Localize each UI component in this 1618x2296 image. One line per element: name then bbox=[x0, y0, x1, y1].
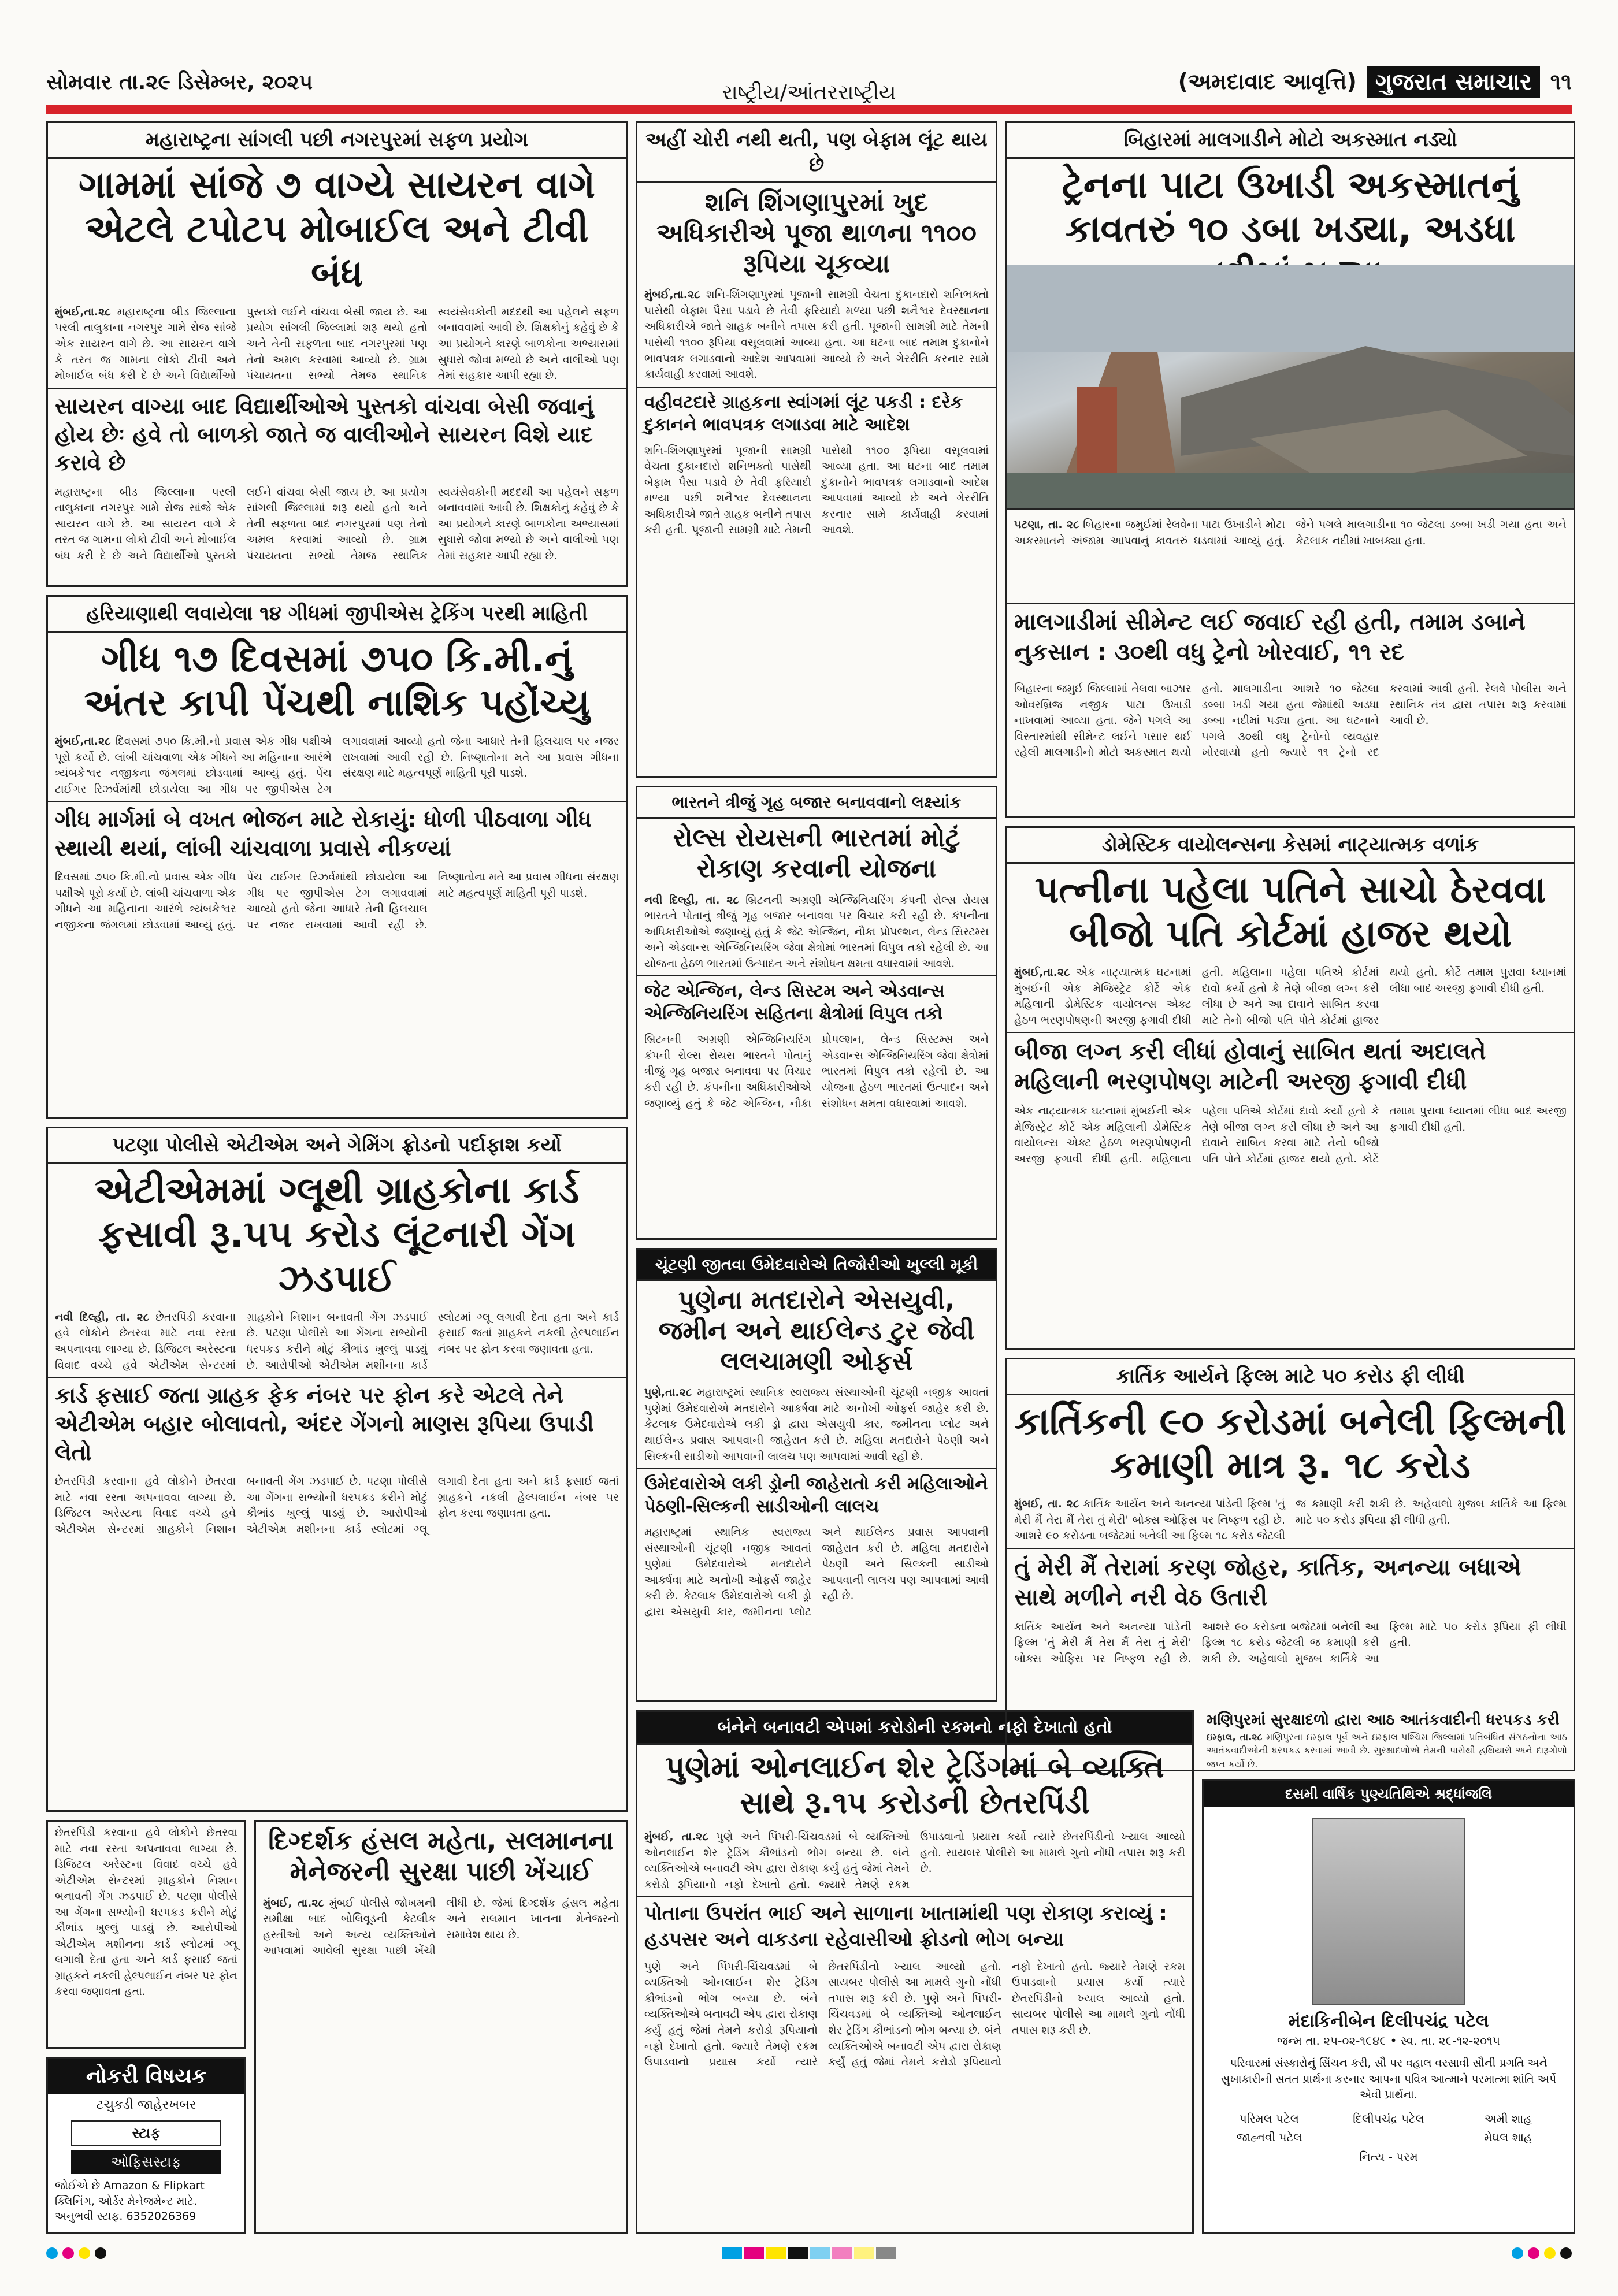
dateline: મુંબઈ,તા.૨૮ bbox=[55, 305, 111, 318]
memorial-signoff: નિત્ય - પરમ bbox=[1359, 2149, 1418, 2164]
dateline: મુંબઈ,તા.૨૮ bbox=[1014, 966, 1070, 979]
story-text: બ્રિટનની અગ્રણી એન્જિનિયરિંગ કંપની રોલ્સ રોયસ ભારતને પોતાનું ત્રીજું ગૃહ બજાર બનાવવા પર વિચાર કરી રહી છે. કંપનીના અધિકારીઓએ જણાવ્યું હતું કે જેટ એન્જિન, નૌકા પ્રોપલ્શન, લેન્ડ સિસ્ટમ્સ અને એડવાન્સ એન્જિનિયરિંગ જેવા ક્ષેત્રોમાં ભારતમાં વિપુલ તકો રહેલી છે. આ યોજના હેઠળ ભારતમાં ઉત્પાદન અને સંશોધન ક્ષમતા વધારવામાં આવશે. bbox=[644, 893, 989, 970]
story-body-continued bbox=[48, 1470, 626, 1541]
family-member: દિલીપચંદ્ર પટેલ bbox=[1353, 2111, 1424, 2126]
story-vulture bbox=[46, 595, 628, 1119]
story-text: પુણે અને પિંપરી-ચિંચવડમાં બે વ્યક્તિઓ ઓનલાઈન શેર ટ્રેડિંગ કૌભાંડનો ભોગ બન્યા છે. બંને વ્યક્તિઓએ બનાવટી એપ દ્વારા રોકાણ કર્યું હતું જેમાં તેમને કરોડો રૂપિયાનો નફો દેખાતો હતો. જ્યારે તેમણે રકમ ઉપાડવાનો પ્રયાસ કર્યો ત્યારે છેતરપિંડીનો ખ્યાલ આવ્યો હતો. સાયબર પોલીસે આ મામલે ગુનો નોંધી તપાસ શરૂ કરી છે. bbox=[644, 1960, 1001, 2069]
newspaper-logo: ગુજરાત સમાચાર bbox=[1367, 66, 1540, 98]
print-registration-marks bbox=[46, 2242, 1572, 2265]
story-headline: પત્નીના પહેલા પતિને સાચો ઠેરવવા બીજો પતિ કોર્ટમાં હાજર થયો bbox=[1034, 868, 1546, 956]
story-text: પુણે અને પિંપરી-ચિંચવડમાં બે વ્યક્તિઓ ઓનલાઈન શેર ટ્રેડિંગ કૌભાંડનો ભોગ બન્યા છે. બંને વ્યક્તિઓએ બનાવટી એપ દ્વારા રોકાણ કર્યું હતું જેમાં તેમને કરોડો રૂપિયાનો નફો દેખાતો હતો. જ્યારે તેમણે રકમ ઉપાડવાનો પ્રયાસ કર્યો ત્યારે છેતરપિંડીનો ખ્યાલ આવ્યો હતો. સાયબર પોલીસે આ મામલે ગુનો નોંધી તપાસ શરૂ કરી છે. bbox=[828, 1960, 1185, 2069]
story-atm bbox=[46, 1127, 628, 1812]
dateline: નવી દિલ્હી, તા. ૨૮ bbox=[644, 893, 739, 906]
story-body bbox=[1007, 961, 1574, 1032]
story-body bbox=[637, 1381, 996, 1468]
story-body-continued bbox=[637, 440, 996, 542]
story-body bbox=[1202, 1730, 1572, 1771]
story-rollsroyce bbox=[636, 786, 997, 1240]
memorial-dates: જન્મ તા. ૨૫-૦૨-૧૯૪૯ • સ્વ. તા. ૨૯-૧૨-૨૦૧૫ bbox=[1276, 2034, 1500, 2048]
story-kicker: પટણા પોલીસે એટીએમ અને ગેમિંગ ફ્રોડનો પર્દાફાશ કર્યો bbox=[48, 1128, 626, 1164]
color-dots-left bbox=[46, 2247, 106, 2259]
story-subhead: ઉમેદવારોએ લકી ડ્રોની જાહેરાતો કરી મહિલાઓને પેઠણી-સિલ્કની સાડીઓની લાલચ bbox=[637, 1468, 996, 1521]
story-body-continued bbox=[1007, 1100, 1574, 1171]
family-member: પરિમલ પટેલ bbox=[1239, 2111, 1299, 2126]
dateline: પુણે,તા.૨૮ bbox=[644, 1386, 692, 1399]
story-text: બિહારના જમુઈ જિલ્લામાં તેલવા બાઝાર ઓવરબ્રિજ નજીક પાટા ઉખાડી નાખવામાં આવ્યા હતા. જેને પગલે આ વિસ્તારમાંથી સીમેન્ટ લઈને પસાર થઈ રહેલી માલગાડીનો મોટો અકસ્માત થયો હતો. માલગાડીના આશરે ૧૦ જેટલા ડબ્બા ખડી ગયા હતા જેમાંથી અડધા ડબ્બા નદીમાં પડ્યા હતા. આ ઘટનાને પગલે ૩૦થી વધુ ટ્રેનોનો વ્યવહાર ખોરવાયો હતો જ્યારે ૧૧ ટ્રેનો રદ કરવામાં આવી હતી. રેલવે પોલીસ અને સ્થાનિક તંત્ર દ્વારા તપાસ શરૂ કરવામાં આવી છે. bbox=[1014, 682, 1567, 759]
story-headline: પુણેના મતદારોને એસયુવી, જમીન અને થાઈલેન્ડ ટુર જેવી લલચામણી ઓફર્સ bbox=[658, 1286, 975, 1376]
ad-title: નોકરી વિષયક bbox=[48, 2059, 244, 2094]
story-body-continued bbox=[637, 1028, 996, 1115]
story-body-continued bbox=[637, 1956, 1192, 2074]
story-text: મહારાષ્ટ્રમાં સ્થાનિક સ્વરાજ્ય સંસ્થાઓની ચૂંટણી નજીક આવતાં પુણેમાં ઉમેદવારોએ મતદારોને આકર્ષવા માટે અનોખી ઓફર્સ જાહેર કરી છે. કેટલાક ઉમેદવારોએ લકી ડ્રો દ્વારા એસયુવી કાર, જમીનના પ્લોટ અને થાઈલેન્ડ પ્રવાસ આપવાની જાહેરાત કરી છે. મહિલા મતદારોને પેઠણી અને સિલ્કની સાડીઓ આપવાની લાલચ પણ આપવામાં આવી રહી છે. bbox=[644, 1526, 989, 1618]
story-body bbox=[637, 889, 996, 976]
story-subhead: માલગાડીમાં સીમેન્ટ લઈ જવાઈ રહી હતી, તમામ ડબાને નુકસાન : ૩૦થી વધુ ટ્રેનો ખોરવાઈ, ૧૧ રદ bbox=[1007, 603, 1574, 671]
story-atm-continued bbox=[46, 1820, 246, 2049]
story-kicker: મહારાષ્ટ્રના સાંગલી પછી નગરપુરમાં સફળ પ્રયોગ bbox=[48, 123, 626, 159]
story-text: મહારાષ્ટ્રના બીડ જિલ્લાના પરલી તાલુકાના નગરપુર ગામે રોજ સાંજે એક સાયરન વાગે છે. આ સાયરન વાગે કે તરત જ ગામના લોકો ટીવી અને મોબાઈલ બંધ કરી દે છે અને વિદ્યાર્થીઓ પુસ્તકો લઈને વાંચવા બેસી જાય છે. આ પ્રયોગ સાંગલી જિલ્લામાં શરૂ થયો હતો અને તેની સફળતા બાદ નગરપુરમાં પણ તેનો અમલ કરવામાં આવ્યો છે. ગ્રામ પંચાયતના સભ્યો તેમજ સ્થાનિક સ્વયંસેવકોની મદદથી આ પહેલને સફળ બનાવવામાં આવી છે. શિક્ષકોનું કહેવું છે કે આ પ્રયોગને કારણે બાળકોના અભ્યાસમાં સુધારો જોવા મળ્યો છે અને વાલીઓ પણ તેમાં સહકાર આપી રહ્યા છે. bbox=[55, 305, 619, 382]
story-text: મહારાષ્ટ્રમાં સ્થાનિક સ્વરાજ્ય સંસ્થાઓની ચૂંટણી નજીક આવતાં પુણેમાં ઉમેદવારોએ મતદારોને આકર્ષવા માટે અનોખી ઓફર્સ જાહેર કરી છે. કેટલાક ઉમેદવારોએ લકી ડ્રો દ્વારા એસયુવી કાર, જમીનના પ્લોટ અને થાઈલેન્ડ પ્રવાસ આપવાની જાહેરાત કરી છે. મહિલા મતદારોને પેઠણી અને સિલ્કની સાડીઓ આપવાની લાલચ પણ આપવામાં આવી રહી છે. bbox=[644, 1386, 989, 1463]
story-body-continued bbox=[48, 481, 626, 568]
memorial-portrait bbox=[1312, 1818, 1465, 2005]
story-text: એક નાટ્યાત્મક ઘટનામાં મુંબઈની એક મેજિસ્ટ્રેટ કોર્ટે એક મહિલાની ડોમેસ્ટિક વાયોલન્સ એક્ટ હેઠળ ભરણપોષણની અરજી ફગાવી દીધી હતી. મહિલાના પહેલા પતિએ કોર્ટમાં દાવો કર્યો હતો કે તેણે બીજા લગ્ન કરી લીધા છે અને આ દાવાને સાબિત કરવા માટે તેનો બીજો પતિ પોતે કોર્ટમાં હાજર થયો હતો. કોર્ટે તમામ પુરાવા ધ્યાનમાં લીધા બાદ અરજી ફગાવી દીધી હતી. bbox=[1014, 1105, 1567, 1165]
story-kicker: કાર્તિક આર્યને ફિલ્મ માટે ૫૦ કરોડ ફી લીધી bbox=[1007, 1359, 1574, 1395]
dateline: મુંબઈ, તા.૨૮ bbox=[263, 1896, 324, 1909]
story-text: છેતરપિંડી કરવાના હવે લોકોને છેતરવા માટે નવા રસ્તા અપનાવવા લાગ્યા છે. ડિજિટલ અરેસ્ટના વિવાદ વચ્ચે હવે એટીએમ સેન્ટરમાં ગ્રાહકોને નિશાન બનાવતી ગેંગ ઝડપાઈ છે. પટણા પોલીસે આ ગેંગના સભ્યોની ધરપકડ કરીને મોટું કૌભાંડ ખુલ્લું પાડ્યું છે. આરોપીઓ એટીએમ મશીનના કાર્ડ સ્લોટમાં ગ્લૂ લગાવી દેતા હતા અને કાર્ડ ફસાઈ જતાં ગ્રાહકને નકલી હેલ્પલાઈન નંબર પર ફોન કરવા જણાવતા હતા. bbox=[55, 1475, 619, 1536]
story-manipur bbox=[1202, 1710, 1572, 1768]
ad-category: સ્ટાફ bbox=[71, 2120, 221, 2146]
story-kicker: ભારતને ત્રીજું ગૃહ બજાર બનાવવાનો લક્ષ્યાંક bbox=[637, 787, 996, 819]
story-body bbox=[637, 1826, 1192, 1896]
story-headline: કાર્તિકની ૯૦ કરોડમાં બનેલી ફિલ્મની કમાણી માત્ર રૂ. ૧૮ કરોડ bbox=[1014, 1400, 1567, 1488]
story-subhead: વહીવટદારે ગ્રાહકના સ્વાંગમાં લૂંટ પકડી : દરેક દુકાનને ભાવપત્રક લગાડવા માટે આદેશ bbox=[637, 387, 996, 440]
memorial-notice bbox=[1202, 1779, 1575, 2234]
masthead bbox=[46, 58, 1572, 104]
story-kicker: ડોમેસ્ટિક વાયોલન્સના કેસમાં નાટ્યાત્મક વળાંક bbox=[1007, 828, 1574, 864]
story-body-continued bbox=[637, 1521, 996, 1623]
family-member: મેઘલ શાહ bbox=[1484, 2130, 1532, 2144]
story-text: કાર્તિક આર્યન અને અનન્યા પાંડેની ફિલ્મ 'તું મેરી મૈં તેરા મૈં તેરા તું મેરી' બોક્સ ઓફિસ પર નિષ્ફળ રહી છે. આશરે ૯૦ કરોડના બજેટમાં બનેલી આ ફિલ્મ ૧૮ કરોડ જેટલી જ કમાણી કરી શકી છે. અહેવાલો મુજબ કાર્તિકે આ ફિલ્મ માટે ૫૦ કરોડ રૂપિયા ફી લીધી હતી. bbox=[1014, 1620, 1567, 1665]
story-body bbox=[48, 301, 626, 388]
story-text: એક નાટ્યાત્મક ઘટનામાં મુંબઈની એક મેજિસ્ટ્રેટ કોર્ટે એક મહિલાની ડોમેસ્ટિક વાયોલન્સ એક્ટ હેઠળ ભરણપોષણની અરજી ફગાવી દીધી હતી. મહિલાના પહેલા પતિએ કોર્ટમાં દાવો કર્યો હતો કે તેણે બીજા લગ્ન કરી લીધા છે અને આ દાવાને સાબિત કરવા માટે તેનો બીજો પતિ પોતે કોર્ટમાં હાજર થયો હતો. કોર્ટે તમામ પુરાવા ધ્યાનમાં લીધા બાદ અરજી ફગાવી દીધી હતી. bbox=[1014, 966, 1567, 1027]
story-pune-election bbox=[636, 1248, 997, 1702]
story-domestic-violence bbox=[1005, 826, 1575, 1350]
story-text: છેતરપિંડી કરવાના હવે લોકોને છેતરવા માટે નવા રસ્તા અપનાવવા લાગ્યા છે. ડિજિટલ અરેસ્ટના વિવાદ વચ્ચે હવે એટીએમ સેન્ટરમાં ગ્રાહકોને નિશાન બનાવતી ગેંગ ઝડપાઈ છે. પટણા પોલીસે આ ગેંગના સભ્યોની ધરપકડ કરીને મોટું કૌભાંડ ખુલ્લું પાડ્યું છે. આરોપીઓ એટીએમ મશીનના કાર્ડ સ્લોટમાં ગ્લૂ લગાવી દેતા હતા અને કાર્ડ ફસાઈ જતાં ગ્રાહકને નકલી હેલ્પલાઈન નંબર પર ફોન કરવા જણાવતા હતા. bbox=[55, 1310, 619, 1372]
story-headline: મણિપુરમાં સુરક્ષાદળો દ્વારા આઠ આતંકવાદીની ધરપકડ કરી bbox=[1207, 1711, 1560, 1729]
dateline: મુંબઈ,તા.૨૮ bbox=[55, 735, 111, 748]
page-number: ૧૧ bbox=[1550, 69, 1572, 94]
dateline: મુંબઈ, તા. ૨૮ bbox=[1014, 1498, 1079, 1511]
story-text: છેતરપિંડી કરવાના હવે લોકોને છેતરવા માટે નવા રસ્તા અપનાવવા લાગ્યા છે. ડિજિટલ અરેસ્ટના વિવાદ વચ્ચે હવે એટીએમ સેન્ટરમાં ગ્રાહકોને નિશાન બનાવતી ગેંગ ઝડપાઈ છે. પટણા પોલીસે આ ગેંગના સભ્યોની ધરપકડ કરીને મોટું કૌભાંડ ખુલ્લું પાડ્યું છે. આરોપીઓ એટીએમ મશીનના કાર્ડ સ્લોટમાં ગ્લૂ લગાવી દેતા હતા અને કાર્ડ ફસાઈ જતાં ગ્રાહકને નકલી હેલ્પલાઈન નંબર પર ફોન કરવા જણાવતા હતા. bbox=[55, 1826, 237, 1998]
story-text: શનિ-શિંગણાપુરમાં પૂજાની સામગ્રી વેચતા દુકાનદારો શનિભક્તો પાસેથી બેફામ પૈસા પડાવે છે તેવી ફરિયાદો મળ્યા પછી શનૈશ્વર દેવસ્થાનના અધિકારીએ જાતે ગ્રાહક બનીને તપાસ કરી હતી. પૂજાની સામગ્રી માટે તેમની પાસેથી ૧૧૦૦ રૂપિયા વસૂલવામાં આવ્યા હતા. આ ઘટના બાદ તમામ દુકાનોને ભાવપત્રક લગાડવાનો આદેશ આપવામાં આવ્યો છે અને ગેરરીતિ કરનાર સામે કાર્યવાહી કરવામાં આવશે. bbox=[644, 288, 989, 381]
ad-subcategory: ઓફિસસ્ટાફ bbox=[71, 2150, 221, 2174]
story-headline: પુણેમાં ઓનલાઈન શેર ટ્રેડિંગમાં બે વ્યક્તિ સાથે રૂ.૧૫ કરોડની છેતરપિંડી bbox=[665, 1749, 1164, 1821]
header-rule bbox=[46, 105, 1572, 114]
story-text: મણિપુરના ઇમ્ફાલ પૂર્વ અને ઇમ્ફાલ પશ્ચિમ જિલ્લામાં પ્રતિબંધિત સંગઠનોના આઠ આતંકવાદીઓની ધરપકડ કરવામાં આવી છે. સુરક્ષાદળોએ તેમની પાસેથી હથિયારો અને દારૂગોળો જપ્ત કર્યો છે. bbox=[1207, 1732, 1567, 1770]
story-text: શનિ-શિંગણાપુરમાં પૂજાની સામગ્રી વેચતા દુકાનદારો શનિભક્તો પાસેથી બેફામ પૈસા પડાવે છે તેવી ફરિયાદો મળ્યા પછી શનૈશ્વર દેવસ્થાનના અધિકારીએ જાતે ગ્રાહક બનીને તપાસ કરી હતી. પૂજાની સામગ્રી માટે તેમની પાસેથી ૧૧૦૦ રૂપિયા વસૂલવામાં આવ્યા હતા. આ ઘટના બાદ તમામ દુકાનોને ભાવપત્રક લગાડવાનો આદેશ આપવામાં આવ્યો છે અને ગેરરીતિ કરનાર સામે કાર્યવાહી કરવામાં આવશે. bbox=[644, 444, 989, 537]
dateline: મુંબઈ,તા.૨૮ bbox=[644, 288, 700, 302]
story-text: કાર્તિક આર્યન અને અનન્યા પાંડેની ફિલ્મ 'તું મેરી મૈં તેરા મૈં તેરા તું મેરી' બોક્સ ઓફિસ પર નિષ્ફળ રહી છે. આશરે ૯૦ કરોડના બજેટમાં બનેલી આ ફિલ્મ ૧૮ કરોડ જેટલી જ કમાણી કરી શકી છે. અહેવાલો મુજબ કાર્તિકે આ ફિલ્મ માટે ૫૦ કરોડ રૂપિયા ફી લીધી હતી. bbox=[1014, 1498, 1567, 1543]
story-subhead: કાર્ડ ફસાઈ જતા ગ્રાહક ફેક નંબર પર ફોન કરે એટલે તેને એટીએમ બહાર બોલાવતો, અંદર ગેંગનો માણસ રૂપિયા ઉપાડી લેતો bbox=[48, 1377, 626, 1470]
story-headline: ગીધ ૧૭ દિવસમાં ૭૫૦ કિ.મી.નું અંતર કાપી પેંચથી નાશિક પહોંચ્યુ bbox=[84, 637, 590, 725]
dateline: નવી દિલ્હી, તા. ૨૮ bbox=[55, 1310, 150, 1324]
story-body bbox=[256, 1892, 626, 1963]
story-kicker: બંનેને બનાવટી એપમાં કરોડોની રકમનો નફો દેખાતો હતો bbox=[637, 1712, 1192, 1745]
story-kicker: અહીં ચોરી નથી થતી, પણ બેફામ લૂંટ થાય છે bbox=[637, 123, 996, 183]
story-train bbox=[1005, 121, 1575, 818]
story-hansal bbox=[254, 1820, 628, 2234]
memorial-text: પરિવારમાં સંસ્કારોનું સિંચન કરી, સૌ પર વહાલ વરસાવી સૌની પ્રગતિ અને સુખાકારીની સતત પ્રાર્થના કરનાર આપના પવિત્ર આત્માને પરમાત્મા શાંતિ અર્પે એવી પ્રાર્થના. bbox=[1220, 2057, 1557, 2102]
family-member: જાહ્નવી પટેલ bbox=[1236, 2130, 1302, 2144]
story-headline: એટીએમમાં ગ્લૂથી ગ્રાહકોના કાર્ડ ફસાવી રૂ.૫૫ કરોડ લૂંટનારી ગેંગ ઝડપાઈ bbox=[94, 1169, 580, 1301]
story-text: મહારાષ્ટ્રના બીડ જિલ્લાના પરલી તાલુકાના નગરપુર ગામે રોજ સાંજે એક સાયરન વાગે છે. આ સાયરન વાગે કે તરત જ ગામના લોકો ટીવી અને મોબાઈલ બંધ કરી દે છે અને વિદ્યાર્થીઓ પુસ્તકો લઈને વાંચવા બેસી જાય છે. આ પ્રયોગ સાંગલી જિલ્લામાં શરૂ થયો હતો અને તેની સફળતા બાદ નગરપુરમાં પણ તેનો અમલ કરવામાં આવ્યો છે. ગ્રામ પંચાયતના સભ્યો તેમજ સ્થાનિક સ્વયંસેવકોની મદદથી આ પહેલને સફળ બનાવવામાં આવી છે. શિક્ષકોનું કહેવું છે કે આ પ્રયોગને કારણે બાળકોના અભ્યાસમાં સુધારો જોવા મળ્યો છે અને વાલીઓ પણ તેમાં સહકાર આપી રહ્યા છે. bbox=[55, 485, 619, 562]
story-kartik bbox=[1005, 1358, 1575, 1771]
story-headline: દિગ્દર્શક હંસલ મહેતા, સલમાનના મેનેજરની સુરક્ષા પાછી ખેંચાઈ bbox=[268, 1826, 614, 1886]
color-dots-right bbox=[1512, 2247, 1572, 2259]
story-headline: શનિ શિંગણાપુરમાં ખુદ અધિકારીએ પૂજા થાળના ૧૧૦૦ રૂપિયા ચૂકવ્યા bbox=[656, 188, 977, 278]
story-headline: રોલ્સ રોયસની ભારતમાં મોટું રોકાણ કરવાની યોજના bbox=[673, 823, 960, 883]
story-body-continued bbox=[48, 866, 626, 937]
memorial-name: મંદાકિનીબેન દિલીપચંદ્ર પટેલ bbox=[1288, 2011, 1489, 2031]
story-subhead: ગીધ માર્ગમાં બે વખત ભોજન માટે રોકાયું: ધોળી પીઠવાળા ગીધ સ્થાયી થયાં, લાંબી ચાંચવાળા પ્રવાસે નીકળ્યાં bbox=[48, 801, 626, 866]
photo-caption: બિહારના જમુઈમાં રેલવેના પાટા ઉખાડીને મોટા અકસ્માતને અંજામ આપવાનું કાવતરું ઘડવામાં આવ્યું હતું. જેને પગલે માલગાડીના ૧૦ જેટલા ડબ્બા ખડી ગયા હતા અને કેટલાક નદીમાં ખાબક્યા હતા. bbox=[1014, 518, 1567, 547]
story-subhead: તું મેરી મૈં તેરામાં કરણ જોહર, કાર્તિક, અનન્યા બધાએ સાથે મળીને નરી વેઠ ઉતારી bbox=[1007, 1548, 1574, 1616]
story-headline: ટ્રેનના પાટા ઉખાડી અકસ્માતનું કાવતરું ૧૦ ડબા ખડ્યા, અડધા bbox=[1062, 164, 1519, 251]
story-shani bbox=[636, 121, 997, 778]
issue-date: સોમવાર તા.૨૯ ડિસેમ્બર, ૨૦૨૫ bbox=[46, 70, 313, 94]
story-subhead: સાયરન વાગ્યા બાદ વિદ્યાર્થીઓએ પુસ્તકો વાંચવા બેસી જવાનું હોય છેઃ હવે તો બાળકો જાતે જ વાલીઓને સાયરન વિશે યાદ કરાવે છે bbox=[48, 388, 626, 481]
story-body-continued bbox=[1007, 678, 1574, 764]
family-member: અમી શાહ bbox=[1484, 2111, 1532, 2126]
story-text: મુંબઈ પોલીસે જોખમની સમીક્ષા બાદ બોલિવૂડની કેટલીક હસ્તીઓ અને અન્ય વ્યક્તિઓને આપવામાં આવેલી સુરક્ષા પાછી ખેંચી લીધી છે. જેમાં દિગ્દર્શક હંસલ મહેતા અને સલમાન ખાનના મેનેજરનો સમાવેશ થાય છે. bbox=[263, 1896, 619, 1957]
story-body bbox=[637, 284, 996, 386]
train-derailment-photo bbox=[1007, 265, 1574, 510]
story-text: બ્રિટનની અગ્રણી એન્જિનિયરિંગ કંપની રોલ્સ રોયસ ભારતને પોતાનું ત્રીજું ગૃહ બજાર બનાવવા પર વિચાર કરી રહી છે. કંપનીના અધિકારીઓએ જણાવ્યું હતું કે જેટ એન્જિન, નૌકા પ્રોપલ્શન, લેન્ડ સિસ્ટમ્સ અને એડવાન્સ એન્જિનિયરિંગ જેવા ક્ષેત્રોમાં ભારતમાં વિપુલ તકો રહેલી છે. આ યોજના હેઠળ ભારતમાં ઉત્પાદન અને સંશોધન ક્ષમતા વધારવામાં આવશે. bbox=[644, 1033, 989, 1110]
ad-subtitle: ટચુકડી જાહેરખબર bbox=[96, 2098, 196, 2112]
story-subhead: પોતાના ઉપરાંત ભાઈ અને સાળાના ખાતામાંથી પણ રોકાણ કરાવ્યું : હડપસર અને વાકડના રહેવાસીઓ ફ્રોડનો ભોગ બન્યા bbox=[637, 1896, 1192, 1955]
story-kicker: ચૂંટણી જીતવા ઉમેદવારોએ તિજોરીઓ ખુલ્લી મૂકી bbox=[637, 1250, 996, 1281]
story-body bbox=[1007, 1493, 1574, 1548]
story-subhead: જેટ એન્જિન, લેન્ડ સિસ્ટમ અને એડવાન્સ એન્જિનિયરિંગ સહિતના ક્ષેત્રોમાં વિપુલ તકો bbox=[637, 975, 996, 1028]
masthead-right bbox=[1178, 66, 1572, 98]
memorial-title: દસમી વાર્ષિક પુણ્યતિથિએ શ્રદ્ધાંજલિ bbox=[1204, 1781, 1574, 1807]
story-kicker: હરિયાણાથી લવાયેલા ૧૪ ગીધમાં જીપીએસ ટ્રેકિંગ પરથી માહિતી bbox=[48, 597, 626, 633]
story-subhead: બીજા લગ્ન કરી લીધાં હોવાનું સાબિત થતાં અદાલતે મહિલાની ભરણપોષણ માટેની અરજી ફગાવી દીધી bbox=[1007, 1032, 1574, 1100]
ad-body: જોઈએ છે Amazon & Flipkart ક્લિનિંગ, ઓર્ડર મેનેજમેન્ટ માટે. અનુભવી સ્ટાફ. 6352026369 bbox=[55, 2179, 205, 2223]
story-text: દિવસમાં ૭૫૦ કિ.મી.નો પ્રવાસ એક ગીધ પક્ષીએ પૂરો કર્યો છે. લાંબી ચાંચવાળા એક ગીધને આ મહિનાના આરંભે ત્ર્યંબકેશ્વર નજીકના જંગલમાં છોડવામાં આવ્યું હતું. પેંચ ટાઈગર રિઝર્વમાંથી છોડાયેલા આ ગીધ પર જીપીએસ ટેગ લગાવવામાં આવ્યો હતો જેના આધારે તેની હિલચાલ પર નજર રાખવામાં આવી રહી છે. નિષ્ણાતોના મતે આ પ્રવાસ ગીધના સંરક્ષણ માટે મહત્વપૂર્ણ માહિતી પૂરી પાડશે. bbox=[55, 871, 619, 931]
edition-label: (અમદાવાદ આવૃત્તિ) bbox=[1178, 69, 1357, 94]
story-pune-share bbox=[636, 1710, 1194, 2234]
story-body bbox=[48, 730, 626, 801]
memorial-family bbox=[1204, 2112, 1574, 2144]
dateline: ઇમ્ફાલ, તા.૨૮ bbox=[1207, 1732, 1263, 1743]
dateline: મુંબઈ, તા.૨૮ bbox=[644, 1830, 708, 1844]
classified-jobs-ad bbox=[46, 2057, 246, 2234]
story-siren bbox=[46, 121, 628, 587]
dateline: પટણા, તા. ૨૮ bbox=[1014, 518, 1079, 531]
story-text: દિવસમાં ૭૫૦ કિ.મી.નો પ્રવાસ એક ગીધ પક્ષીએ પૂરો કર્યો છે. લાંબી ચાંચવાળા એક ગીધને આ મહિનાના આરંભે ત્ર્યંબકેશ્વર નજીકના જંગલમાં છોડવામાં આવ્યું હતું. પેંચ ટાઈગર રિઝર્વમાંથી છોડાયેલા આ ગીધ પર જીપીએસ ટેગ લગાવવામાં આવ્યો હતો જેના આધારે તેની હિલચાલ પર નજર રાખવામાં આવી રહી છે. નિષ્ણાતોના મતે આ પ્રવાસ ગીધના સંરક્ષણ માટે મહત્વપૂર્ણ માહિતી પૂરી પાડશે. bbox=[55, 735, 619, 796]
story-headline: ગામમાં સાંજે ૭ વાગ્યે સાયરન વાગે એટલે ટપોટપ મોબાઈલ અને ટીવી બંધ bbox=[79, 164, 595, 296]
story-body bbox=[48, 1306, 626, 1377]
color-bars bbox=[722, 2247, 896, 2259]
story-body bbox=[1007, 514, 1574, 552]
story-kicker: બિહારમાં માલગાડીને મોટો અકસ્માત નડ્યો bbox=[1007, 123, 1574, 159]
story-body-continued bbox=[1007, 1616, 1574, 1671]
section-title: રાષ્ટ્રીય/આંતરરાષ્ટ્રીય bbox=[722, 81, 896, 105]
story-text: પુણે અને પિંપરી-ચિંચવડમાં બે વ્યક્તિઓ ઓનલાઈન શેર ટ્રેડિંગ કૌભાંડનો ભોગ બન્યા છે. બંને વ્યક્તિઓએ બનાવટી એપ દ્વારા રોકાણ કર્યું હતું જેમાં તેમને કરોડો રૂપિયાનો નફો દેખાતો હતો. જ્યારે તેમણે રકમ ઉપાડવાનો પ્રયાસ કર્યો ત્યારે છેતરપિંડીનો ખ્યાલ આવ્યો હતો. સાયબર પોલીસે આ મામલે ગુનો નોંધી તપાસ શરૂ કરી છે. bbox=[644, 1830, 1185, 1891]
family-member bbox=[1329, 2130, 1449, 2144]
